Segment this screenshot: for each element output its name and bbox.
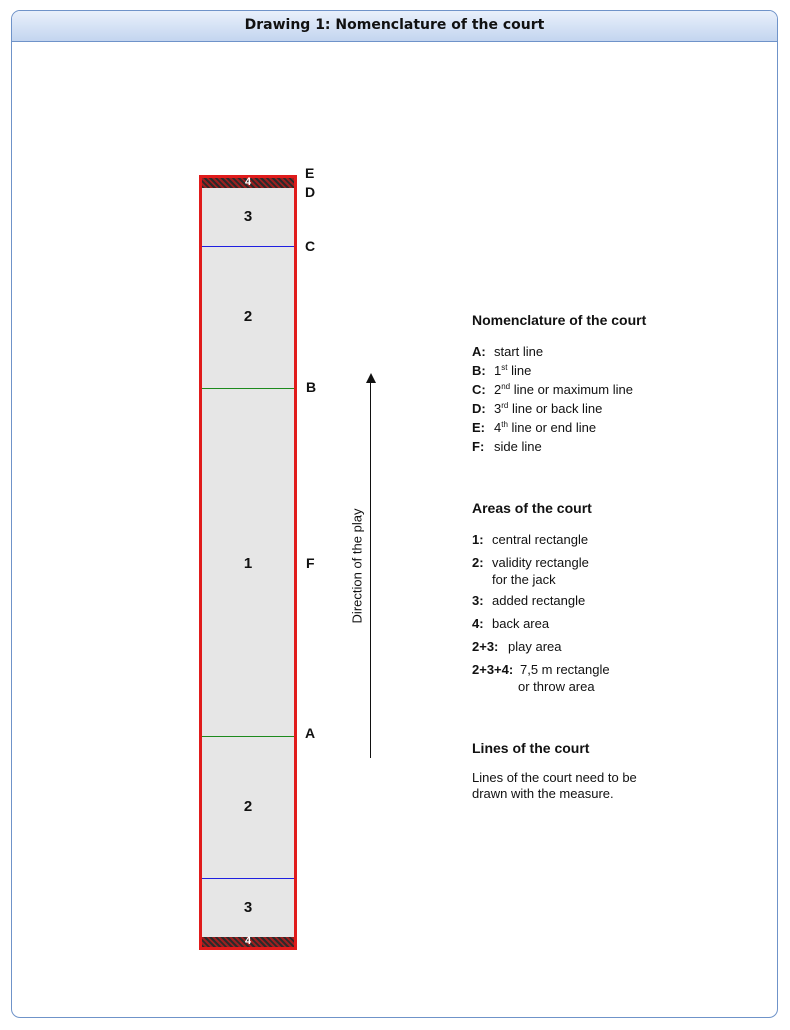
line-b — [202, 388, 294, 389]
line-c-bottom — [202, 878, 294, 879]
area-label-central: 1 — [243, 555, 253, 572]
areas-item-3: 3: added rectangle — [472, 593, 586, 608]
back-area-bottom-label: 4 — [244, 935, 252, 947]
area-label-top-added: 3 — [243, 208, 253, 225]
area-label-bottom-validity: 2 — [243, 798, 253, 815]
area-label-top-validity: 2 — [243, 308, 253, 325]
back-area-top-label: 4 — [244, 176, 252, 188]
direction-arrow-shaft — [370, 380, 371, 758]
drawing-title: Drawing 1: Nomenclature of the court — [12, 11, 777, 42]
lines-text-2: drawn with the measure. — [472, 786, 614, 801]
nomenclature-item-f: F: side line — [472, 439, 542, 454]
nomenclature-legend — [472, 311, 646, 456]
nomenclature-item-a: A: start line — [472, 344, 544, 359]
letter-a: A — [305, 725, 316, 741]
line-c — [202, 246, 294, 247]
letter-f: F — [306, 555, 315, 571]
lines-legend — [472, 739, 637, 802]
areas-item-2: 2: validity rectangle for the jack — [472, 555, 589, 587]
areas-item-1: 1: central rectangle — [472, 532, 589, 547]
direction-arrow-head — [366, 373, 376, 383]
lines-text-1: Lines of the court need to be — [472, 770, 637, 785]
area-label-bottom-added: 3 — [243, 899, 253, 916]
nomenclature-item-e: E: 4th line or end line — [472, 420, 597, 435]
court-diagram — [199, 175, 297, 950]
letter-c: C — [305, 238, 316, 254]
areas-legend — [472, 499, 610, 694]
back-area-top — [202, 178, 294, 188]
nomenclature-item-b: B: 1st line — [472, 363, 532, 378]
direction-label: Direction of the play — [349, 508, 365, 624]
areas-heading: Areas of the court — [472, 500, 592, 516]
nomenclature-item-d: D: 3rd line or back line — [472, 401, 603, 416]
letter-b: B — [306, 379, 317, 395]
lines-heading: Lines of the court — [472, 740, 590, 756]
letter-d: D — [305, 184, 316, 200]
drawing-frame — [11, 10, 778, 1018]
back-area-bottom — [202, 937, 294, 947]
areas-item-4: 4: back area — [472, 616, 550, 631]
letter-e: E — [305, 165, 315, 181]
nomenclature-heading: Nomenclature of the court — [472, 312, 647, 328]
areas-item-2-3: 2+3: play area — [472, 639, 562, 654]
areas-item-2-3-4: 2+3+4: 7,5 m rectangle or throw area — [472, 662, 610, 694]
line-a — [202, 736, 294, 737]
nomenclature-item-c: C: 2nd line or maximum line — [472, 382, 633, 397]
